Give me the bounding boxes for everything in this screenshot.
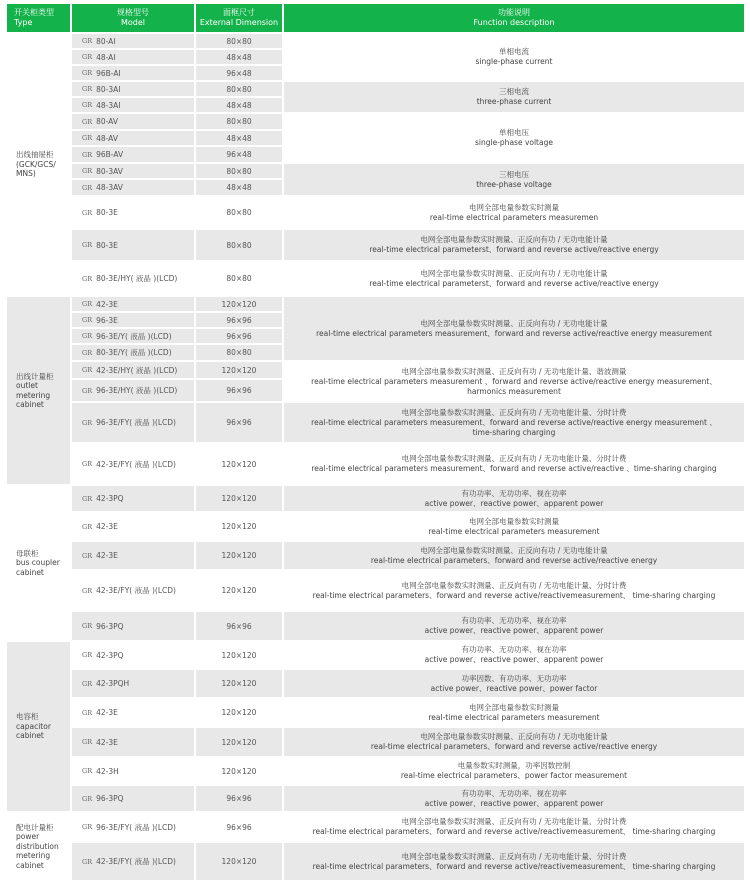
model-number: 42-3E/FY( 液晶 )(LCD): [96, 586, 176, 595]
header-dimension-cn: 面框尺寸: [223, 8, 255, 17]
type-label: cabinet: [16, 860, 44, 870]
model-cell: [72, 699, 194, 726]
type-label: bus coupler: [16, 558, 60, 568]
model-prefix: GR: [82, 386, 93, 395]
function-cell: [284, 786, 744, 811]
function-cell: [284, 362, 744, 401]
function-text: active power、reactive power、apparent power: [424, 798, 604, 808]
function-text: real-time electrical parameters、forward and reverse active/reactivemeasurement、 time-sharing charging: [312, 590, 716, 600]
model-cell: [72, 403, 194, 442]
dimension-value: 80×80: [226, 117, 252, 126]
model-prefix: GR: [82, 857, 93, 866]
type-label: power: [16, 832, 40, 842]
type-label: cabinet: [16, 567, 44, 577]
model-number: 42-3E/FY( 液晶 )(LCD): [96, 857, 176, 866]
model-prefix: GR: [82, 300, 93, 308]
dimension-value: 120×120: [221, 299, 257, 309]
dimension-cell: [196, 542, 282, 569]
function-cell: [284, 642, 744, 668]
function-text: 电网全部电量参数实时测量、正反向有功 / 无功电能计量: [420, 268, 608, 278]
function-text: real-time electrical parameterst、forward and reverse active/reactive energy: [369, 278, 659, 288]
model-cell: [72, 786, 194, 811]
model-cell: [72, 82, 194, 96]
header-dimension-en: External Dimension: [199, 18, 279, 27]
header-model-en: Model: [120, 18, 146, 27]
dimension-cell: [196, 380, 282, 401]
model-number: 80-3AV: [96, 166, 123, 176]
dimension-cell: [196, 444, 282, 484]
model-cell: [72, 197, 194, 228]
function-text: 电网全部电量参数实时测量: [469, 516, 559, 526]
dimension-cell: [196, 642, 282, 668]
dimension-cell: [196, 699, 282, 726]
model-number: 42-3E: [96, 522, 118, 531]
dimension-cell: [196, 786, 282, 811]
model-number: 42-3E/FY( 液晶 )(LCD): [96, 459, 176, 469]
model-number: 96-3PQ: [96, 794, 124, 803]
model-cell: [72, 486, 194, 511]
dimension-value: 120×120: [221, 737, 257, 747]
dimension-value: 120×120: [221, 679, 257, 688]
function-cell: [284, 114, 744, 162]
model-number: 80-3E: [96, 240, 118, 250]
model-prefix: GR: [82, 167, 93, 175]
model-number: 96B-AV: [96, 150, 124, 159]
model-prefix: GR: [82, 551, 93, 560]
model-number: 80-AI: [96, 36, 116, 46]
model-cell: [72, 843, 194, 880]
model-cell: [72, 670, 194, 697]
function-text: 三相电流: [499, 87, 529, 96]
function-text: 有功功率、无功功率、视在功率: [461, 488, 567, 498]
model-number: 96-3E/FY( 液晶 )(LCD): [96, 418, 176, 427]
function-text: single-phase voltage: [475, 138, 553, 147]
function-cell: [284, 758, 744, 784]
dimension-value: 120×120: [221, 857, 257, 866]
type-label: cabinet: [16, 400, 44, 409]
model-number: 42-3E/HY( 液晶 )(LCD): [96, 365, 178, 375]
dimension-value: 80×80: [226, 274, 252, 283]
model-prefix: GR: [82, 134, 93, 142]
dimension-value: 120×120: [221, 522, 257, 531]
function-text: real-time electrical parameters measuremen: [429, 212, 599, 222]
model-number: 96-3E: [96, 315, 118, 325]
function-text: 有功功率、无功功率、视在功率: [461, 788, 567, 798]
model-number: 42-3PQH: [96, 679, 130, 688]
dimension-value: 96×96: [226, 315, 252, 325]
function-text: active power、reactive power、apparent power: [424, 626, 604, 635]
function-cell: [284, 230, 744, 260]
function-text: harmonics measurement: [467, 386, 561, 396]
function-cell: [284, 82, 744, 112]
function-cell: [284, 262, 744, 295]
model-prefix: GR: [82, 679, 93, 688]
model-cell: [72, 297, 194, 311]
dimension-value: 48×48: [226, 133, 252, 143]
dimension-value: 120×120: [221, 586, 257, 595]
model-prefix: GR: [82, 183, 93, 192]
model-cell: [72, 642, 194, 668]
function-text: 单相电压: [499, 128, 529, 137]
dimension-cell: [196, 362, 282, 378]
model-prefix: GR: [82, 586, 93, 595]
type-label: capacitor: [16, 721, 51, 731]
dimension-value: 96×48: [226, 68, 252, 78]
model-cell: [72, 728, 194, 756]
type-label: 配电计量柜: [16, 822, 54, 832]
model-prefix: GR: [82, 622, 93, 630]
function-text: 电网全部电量参数实时测量、正反向有功 / 无功电能计量、谐波测量: [401, 366, 627, 376]
model-prefix: GR: [82, 150, 93, 159]
function-text: real-time electrical parameters、forward and reverse active/reactivemeasurement、 time-sharing charging: [312, 861, 716, 871]
model-cell: [72, 313, 194, 327]
model-cell: [72, 131, 194, 145]
function-text: 有功功率、无功功率、视在功率: [461, 645, 567, 654]
model-prefix: GR: [82, 794, 93, 803]
function-text: real-time electrical parameters measurement、forward and reverse active/reactive energy measurement 、: [311, 417, 717, 427]
dimension-cell: [196, 329, 282, 343]
function-cell: [284, 197, 744, 228]
function-cell: [284, 728, 744, 756]
header-type-en: Type: [14, 18, 33, 27]
model-cell: [72, 612, 194, 640]
model-prefix: GR: [82, 208, 93, 217]
function-text: 电网全部电量参数实时测量: [469, 202, 559, 212]
function-text: real-time electrical parameters measurement、forward and reverse active/reactive 、time-sharing charging: [311, 464, 717, 473]
dimension-cell: [196, 313, 282, 327]
model-prefix: GR: [82, 418, 93, 427]
function-cell: [284, 542, 744, 569]
model-number: 96B-AI: [96, 68, 121, 78]
type-cell: [7, 813, 70, 880]
dimension-value: 80×80: [226, 208, 252, 217]
function-text: 三相电压: [499, 169, 529, 179]
function-cell: [284, 444, 744, 484]
model-cell: [72, 513, 194, 540]
type-label: MNS): [16, 169, 36, 179]
function-cell: [284, 297, 744, 360]
type-label: 母联柜: [16, 548, 39, 558]
model-prefix: GR: [82, 651, 93, 659]
function-text: three-phase voltage: [476, 179, 552, 189]
model-prefix: GR: [82, 366, 93, 374]
dimension-value: 96×48: [226, 150, 252, 159]
dimension-cell: [196, 670, 282, 697]
model-number: 42-3PQ: [96, 650, 124, 660]
model-number: 80-3E/HY( 液晶 )(LCD): [96, 274, 178, 283]
dimension-value: 96×96: [226, 418, 252, 427]
model-number: 96-3E/FY( 液晶 )(LCD): [96, 822, 176, 832]
function-cell: [284, 813, 744, 841]
model-cell: [72, 230, 194, 260]
function-text: 电网全部电量参数实时测量、正反向有功 / 无功电能计量: [420, 545, 608, 555]
dimension-value: 96×96: [226, 331, 252, 341]
type-label: outlet: [16, 381, 38, 390]
function-text: real-time electrical parameters measurement: [428, 712, 600, 722]
model-number: 42-3E: [96, 299, 118, 309]
model-prefix: GR: [82, 53, 93, 61]
model-cell: [72, 114, 194, 129]
model-prefix: GR: [82, 738, 93, 746]
dimension-value: 120×120: [221, 766, 257, 776]
dimension-cell: [196, 82, 282, 96]
type-cell: [7, 297, 70, 484]
model-cell: [72, 444, 194, 484]
model-number: 48-AI: [96, 52, 116, 62]
dimension-cell: [196, 403, 282, 442]
function-text: active power、reactive power、apparent power: [424, 655, 604, 664]
function-text: 单相电流: [499, 47, 529, 56]
header-model: [72, 4, 194, 32]
dimension-cell: [196, 345, 282, 360]
model-cell: [72, 50, 194, 64]
function-text: 电网全部电量参数实时测量、正反向有功 / 无功电能计量: [420, 732, 608, 741]
dimension-cell: [196, 164, 282, 178]
model-number: 48-AV: [96, 133, 118, 143]
function-text: time-sharing charging: [472, 427, 556, 437]
dimension-value: 96×96: [226, 621, 252, 631]
type-label: 出线计量柜: [16, 371, 54, 381]
model-prefix: GR: [82, 69, 93, 77]
dimension-cell: [196, 297, 282, 311]
model-number: 80-3AI: [96, 84, 121, 94]
function-text: real-time electrical parameters measurement、forward and reverse active/reactive energy measurement: [316, 328, 712, 338]
function-cell: [284, 486, 744, 511]
function-cell: [284, 403, 744, 442]
dimension-value: 80×80: [226, 36, 252, 46]
model-cell: [72, 345, 194, 360]
dimension-value: 120×120: [221, 708, 257, 717]
function-text: 电网全部电量参数实时测量、正反向有功 / 无功电能计量、分时计费: [401, 407, 627, 417]
model-prefix: GR: [82, 85, 93, 93]
type-label: distribution: [16, 841, 59, 851]
model-prefix: GR: [82, 332, 93, 340]
function-cell: [284, 670, 744, 697]
header-function: [284, 4, 744, 32]
function-cell: [284, 612, 744, 640]
model-number: 80-AV: [96, 117, 118, 126]
model-prefix: GR: [82, 522, 93, 531]
dimension-value: 120×120: [221, 551, 257, 560]
type-label: (GCK/GCS/: [16, 159, 56, 169]
model-number: 42-3H: [96, 766, 119, 776]
model-prefix: GR: [82, 823, 93, 831]
type-cell: [7, 34, 70, 295]
dimension-cell: [196, 180, 282, 195]
model-cell: [72, 329, 194, 343]
function-cell: [284, 513, 744, 540]
header-dimension: [196, 4, 282, 32]
dimension-cell: [196, 612, 282, 640]
model-cell: [72, 98, 194, 112]
function-text: real-time electrical parameters、forward and reverse active/reactivemeasurement、 time-sharing charging: [312, 827, 716, 836]
model-cell: [72, 758, 194, 784]
model-prefix: GR: [82, 274, 93, 283]
model-number: 42-3E: [96, 551, 118, 560]
function-cell: [284, 571, 744, 610]
model-cell: [72, 34, 194, 48]
dimension-value: 80×80: [226, 84, 252, 94]
model-cell: [72, 164, 194, 178]
model-cell: [72, 380, 194, 401]
header-type-cn: 开关柜类型: [14, 8, 54, 17]
model-prefix: GR: [82, 37, 93, 45]
model-cell: [72, 362, 194, 378]
type-label: metering: [16, 390, 51, 400]
model-prefix: GR: [82, 708, 93, 717]
function-text: 有功功率、无功功率、视在功率: [461, 616, 567, 625]
model-number: 80-3E/Y( 液晶 )(LCD): [96, 348, 172, 357]
model-cell: [72, 571, 194, 610]
type-label: metering: [16, 851, 51, 861]
dimension-cell: [196, 114, 282, 129]
dimension-cell: [196, 728, 282, 756]
model-prefix: GR: [82, 767, 93, 775]
header-function-cn: 功能说明: [498, 8, 530, 17]
dimension-value: 120×120: [221, 494, 257, 503]
model-prefix: GR: [82, 316, 93, 324]
model-number: 96-3PQ: [96, 621, 124, 631]
dimension-cell: [196, 34, 282, 48]
model-prefix: GR: [82, 460, 93, 468]
dimension-cell: [196, 813, 282, 841]
model-number: 42-3E: [96, 737, 118, 747]
model-number: 80-3E: [96, 208, 118, 217]
function-cell: [284, 699, 744, 726]
model-cell: [72, 147, 194, 162]
function-text: 功率因数、有功功率、无功功率: [461, 673, 567, 683]
function-text: 电网全部电量参数实时测量、正反向有功 / 无功电能计量: [420, 318, 608, 328]
model-number: 96-3E/Y( 液晶 )(LCD): [96, 331, 172, 341]
type-label: 出线抽屉柜: [16, 150, 54, 160]
dimension-cell: [196, 66, 282, 80]
model-prefix: GR: [82, 348, 93, 357]
dimension-cell: [196, 98, 282, 112]
function-text: real-time electrical parameters、forward and reverse active/reactive energy: [370, 742, 658, 751]
function-text: 电网全部电量参数实时测量: [469, 702, 559, 712]
dimension-value: 120×120: [221, 650, 257, 660]
model-prefix: GR: [82, 494, 93, 503]
function-text: real-time electrical parameters measurement: [428, 526, 600, 536]
dimension-cell: [196, 147, 282, 162]
type-cell: [7, 486, 70, 640]
header-model-cn: 规格型号: [117, 8, 149, 17]
dimension-value: 80×80: [226, 166, 252, 176]
dimension-cell: [196, 843, 282, 880]
function-text: three-phase current: [476, 97, 552, 106]
dimension-cell: [196, 486, 282, 511]
model-number: 48-3AI: [96, 100, 121, 110]
model-number: 96-3E/HY( 液晶 )(LCD): [96, 386, 178, 395]
function-cell: [284, 164, 744, 195]
dimension-value: 48×48: [226, 52, 252, 62]
type-cell: [7, 642, 70, 811]
model-prefix: GR: [82, 241, 93, 249]
type-label: 电容柜: [16, 712, 39, 722]
model-number: 42-3PQ: [96, 494, 124, 503]
function-text: 电网全部电量参数实时测量、正反向有功 / 无功电能计量、分时计费: [401, 454, 627, 463]
dimension-value: 80×80: [226, 240, 252, 250]
dimension-cell: [196, 758, 282, 784]
function-text: 电网全部电量参数实时测量、正反向有功 / 无功电能计量、分时计费: [401, 580, 627, 590]
type-label: cabinet: [16, 731, 44, 741]
function-text: 电网全部电量参数实时测量、正反向有功 / 无功电能计量: [420, 235, 608, 244]
dimension-cell: [196, 513, 282, 540]
model-cell: [72, 542, 194, 569]
header-function-en: Function description: [473, 18, 555, 27]
function-text: real-time electrical parameters、forward and reverse active/reactive energy: [370, 555, 658, 565]
dimension-value: 96×96: [226, 794, 252, 803]
model-number: 48-3AV: [96, 183, 123, 192]
function-cell: [284, 843, 744, 880]
model-cell: [72, 180, 194, 195]
function-text: real-time electrical parameters measurement 、forward and reverse active/reactive energy measurement、: [311, 376, 717, 386]
function-text: real-time electrical parameterst、forward and reverse active/reactive energy: [369, 245, 659, 254]
dimension-value: 120×120: [221, 365, 257, 375]
function-text: 电量参数实时测量，功率因数控制: [457, 761, 571, 770]
dimension-value: 48×48: [226, 100, 252, 110]
model-number: 42-3E: [96, 708, 118, 717]
dimension-value: 96×96: [226, 386, 252, 395]
function-text: single-phase current: [475, 57, 553, 66]
dimension-cell: [196, 50, 282, 64]
function-text: 电网全部电量参数实时测量、正反向有功 / 无功电能计量、分时计费: [401, 851, 627, 861]
dimension-cell: [196, 262, 282, 295]
function-text: active power、reactive power、power factor: [430, 683, 598, 693]
dimension-value: 48×48: [226, 183, 252, 192]
dimension-cell: [196, 571, 282, 610]
model-cell: [72, 66, 194, 80]
function-text: real-time electrical parameters、power factor measurement: [400, 771, 628, 780]
dimension-value: 120×120: [221, 459, 257, 469]
function-cell: [284, 34, 744, 80]
model-prefix: GR: [82, 117, 93, 126]
model-prefix: GR: [82, 101, 93, 109]
function-text: active power、reactive power、apparent power: [424, 498, 604, 508]
header-type: [7, 4, 70, 32]
dimension-value: 96×96: [226, 822, 252, 832]
dimension-cell: [196, 197, 282, 228]
function-text: 电网全部电量参数实时测量、正反向有功 / 无功电能计量、分时计费: [401, 817, 627, 826]
model-cell: [72, 262, 194, 295]
dimension-value: 80×80: [226, 348, 252, 357]
dimension-cell: [196, 230, 282, 260]
model-cell: [72, 813, 194, 841]
dimension-cell: [196, 131, 282, 145]
